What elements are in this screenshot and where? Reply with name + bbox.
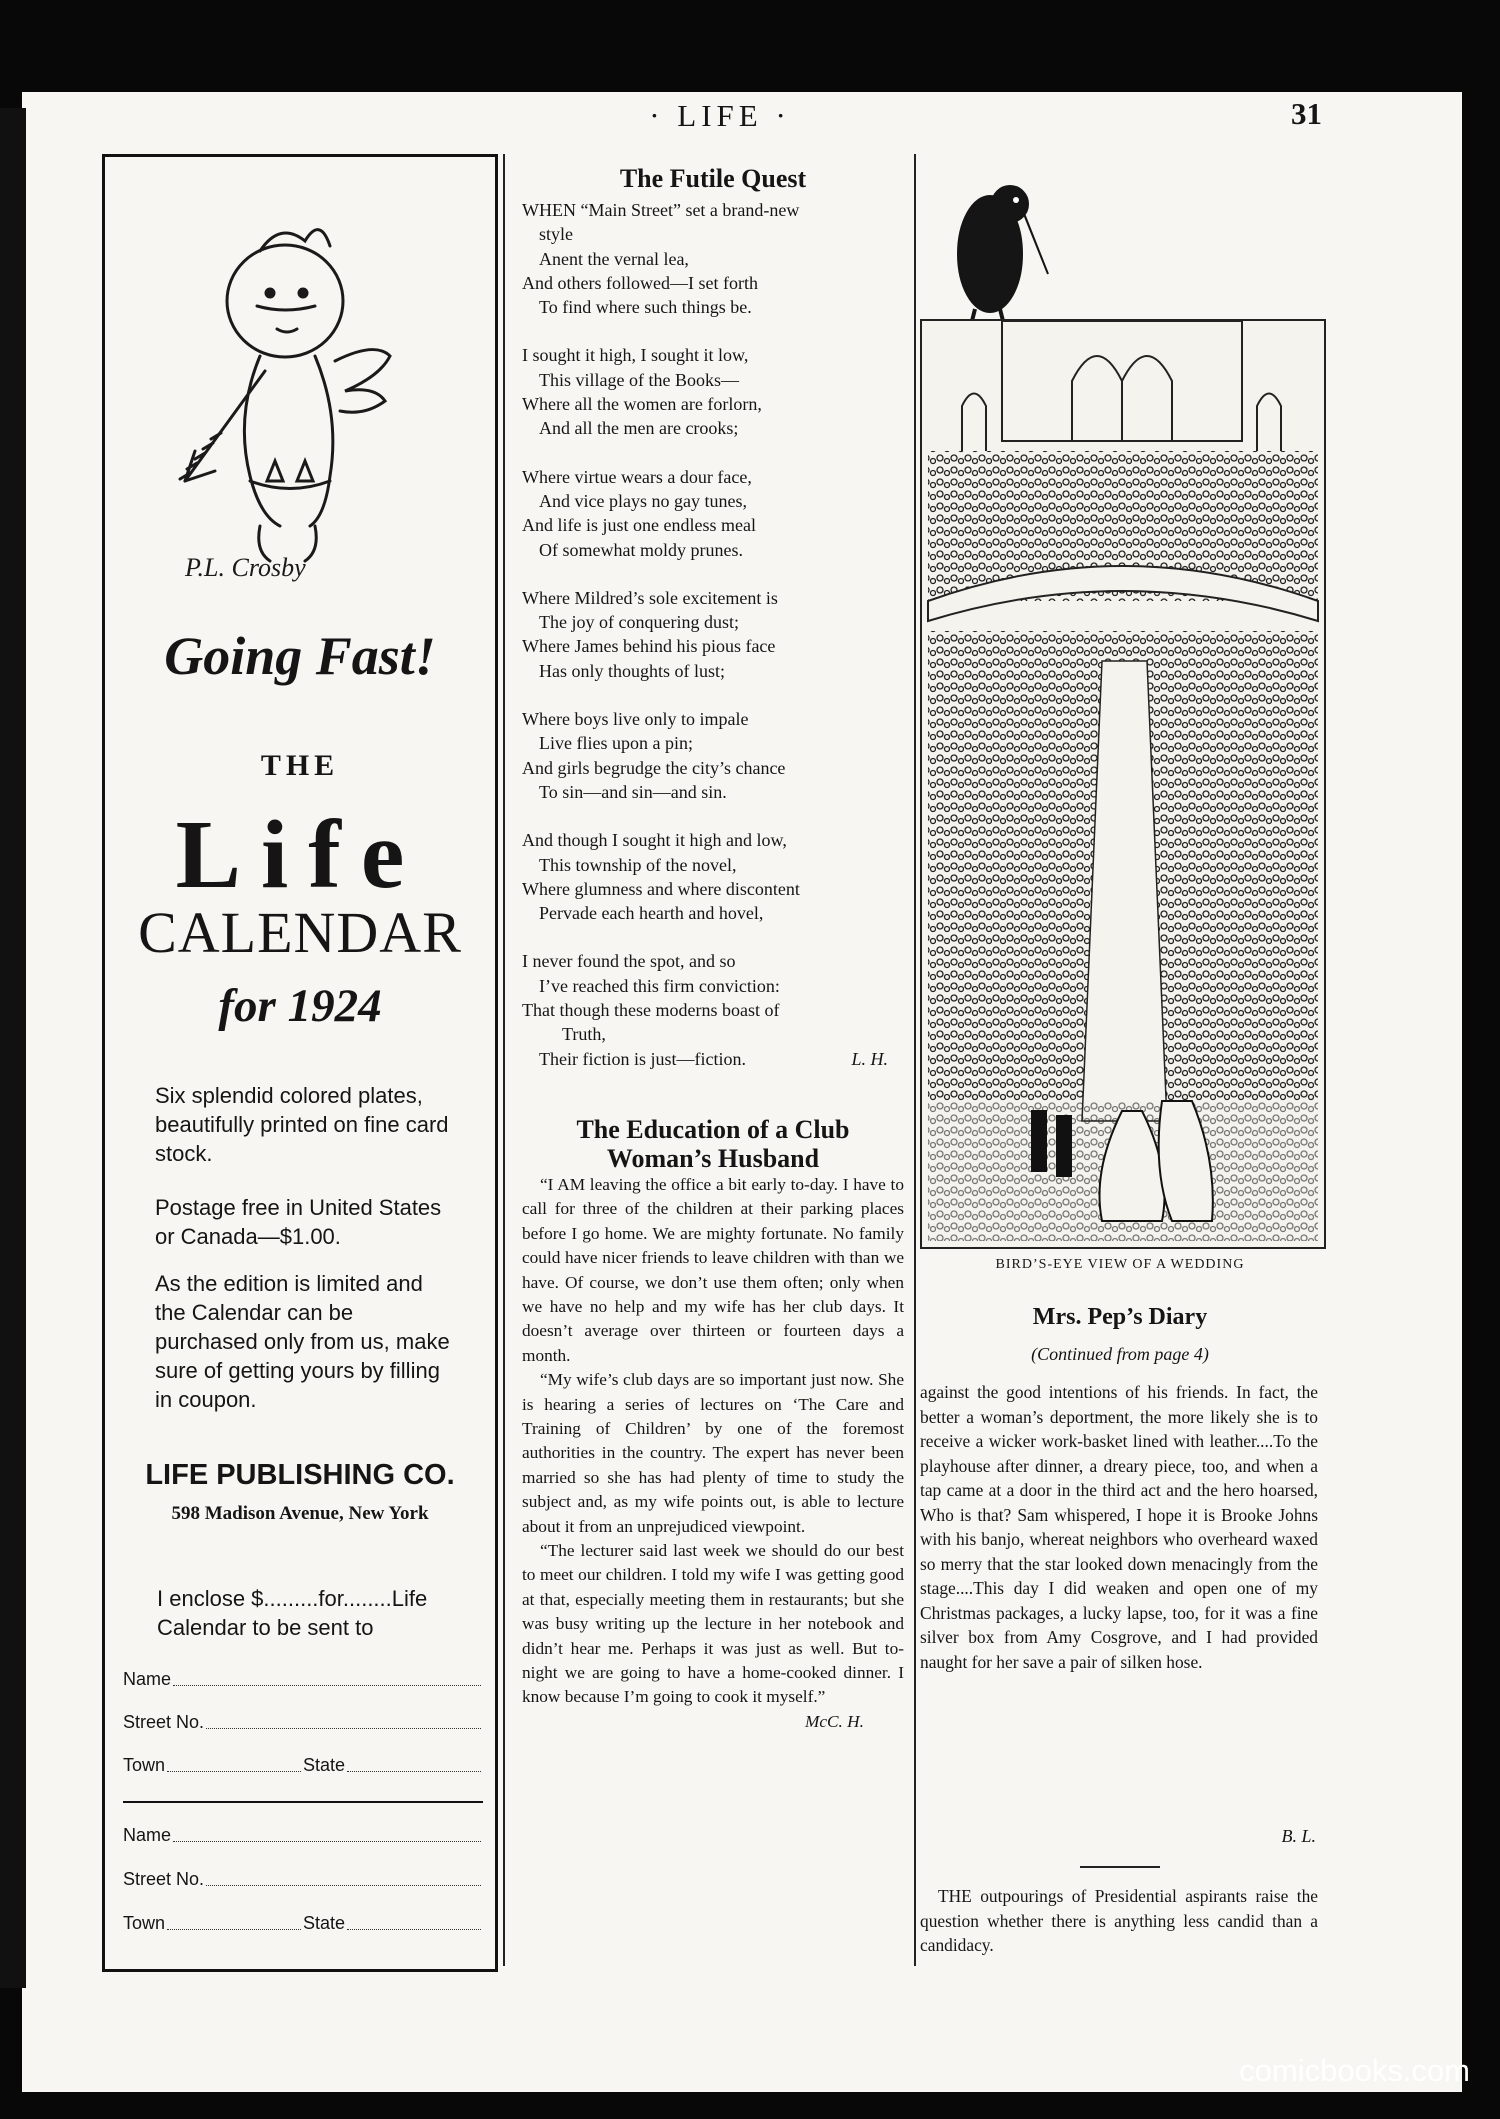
cupid-illustration (165, 211, 395, 591)
divider (1080, 1866, 1160, 1868)
diary-continued-note: (Continued from page 4) (1031, 1344, 1209, 1364)
field-label: Name (123, 1669, 172, 1689)
poem-line: This township of the novel, (539, 854, 737, 875)
ad-headline: Going Fast! (164, 626, 436, 686)
poem-line: Truth, (562, 1024, 606, 1045)
coupon-town-state-field[interactable] (123, 1755, 483, 1776)
poem-line: And others followed—I set forth (522, 272, 758, 293)
poem-line: Where James behind his pious face (522, 636, 776, 657)
ad-calendar: CALENDAR (138, 900, 462, 965)
poem-signature: L. H. (851, 1048, 888, 1069)
poem (522, 198, 904, 1071)
middle-column (522, 164, 904, 1734)
poem-line: style (539, 224, 573, 245)
poem-line: Live flies upon a pin; (539, 733, 693, 754)
article-title-line: Woman’s Husband (606, 1143, 820, 1173)
stanza (522, 828, 904, 925)
stanza (522, 198, 904, 319)
poem-line: Where virtue wears a dour face, (522, 466, 752, 487)
poem-line: Where all the women are forlorn, (522, 394, 762, 415)
ad-year: for 1924 (218, 980, 382, 1032)
poem-line: And life is just one endless meal (522, 515, 756, 536)
poem-line: That though these moderns boast of (522, 1000, 780, 1021)
ad-paragraph-postage: Postage free in United States or Canada—$1.00. (155, 1195, 442, 1249)
poem-line: Where Mildred’s sole excitement is (522, 587, 778, 608)
coupon-text: I enclose $.........for........Life Calendar to be sent to (157, 1586, 428, 1640)
diary-title: Mrs. Pep’s Diary (1032, 1304, 1208, 1330)
field-label: Street No. (123, 1869, 205, 1889)
article-title (522, 1115, 904, 1173)
poem-line: WHEN “Main Street” set a brand-new (522, 200, 800, 220)
field-label: State (303, 1755, 346, 1775)
article-paragraph: “I AM leaving the office a bit early to-day. I have to call for three of the children at their parking places before I go home. We are mighty fortunate. No family could have nicer friends to leave children with than we have. Of course, we don’t use them often; only when we have no help and my wife has her club days. It doesn’t average over thirteen or fourteen days a month. (522, 1174, 904, 1365)
publisher-address: 598 Madison Avenue, New York (171, 1503, 429, 1524)
stanza (522, 465, 904, 562)
stanza (522, 949, 904, 1070)
diary-signature: B. L. (1281, 1826, 1316, 1846)
stanza (522, 707, 904, 804)
field-label: Name (123, 1825, 172, 1845)
poem-title: The Futile Quest (619, 164, 807, 193)
article-title-line: The Education of a Club (576, 1114, 850, 1144)
poem-line: Where glumness and where discontent (522, 878, 800, 899)
publisher-name: LIFE PUBLISHING CO. (145, 1459, 455, 1491)
field-label: Town (123, 1755, 166, 1775)
stanza (522, 343, 904, 440)
poem-line: To find where such things be. (539, 297, 752, 318)
poem-line: Where boys live only to impale (522, 709, 749, 730)
coupon-street-field[interactable] (123, 1712, 483, 1733)
ad-life-logo: Life (175, 801, 425, 909)
field-label: Street No. (123, 1712, 205, 1732)
ad-paragraph-plates: Six splendid colored plates, beautifully printed on fine card stock. (155, 1083, 449, 1166)
field-label: State (303, 1913, 346, 1933)
ad-paragraph-limited: As the edition is limited and the Calendar can be purchased only from us, make sure of getting yours by filling in coupon. (155, 1271, 450, 1412)
coupon-name-field-2[interactable] (123, 1825, 483, 1846)
poem-line: Pervade each hearth and hovel, (539, 903, 764, 924)
poem-line: And girls begrudge the city’s chance (522, 757, 786, 778)
article-body (522, 1173, 904, 1734)
coupon-street-field-2[interactable] (123, 1869, 483, 1890)
poem-line: Their fiction is just—fiction. (539, 1048, 746, 1069)
page-gutter (0, 108, 26, 1988)
poem-line: The joy of conquering dust; (539, 612, 739, 633)
site-watermark: comicbooks.com (1239, 2053, 1470, 2088)
presidential-quip: THE outpourings of Presidential aspirants raise the question whether there is anything less candid than a candidacy. (920, 1886, 1318, 1955)
cartoon-caption: BIRD’S-EYE VIEW OF A WEDDING (995, 1257, 1245, 1272)
artist-signature: P.L. Crosby (185, 553, 306, 582)
coupon-name-field[interactable] (123, 1669, 483, 1690)
poem-line: To sin—and sin—and sin. (539, 781, 727, 802)
poem-line: I never found the spot, and so (522, 951, 736, 972)
field-label: Town (123, 1913, 166, 1933)
stanza (522, 586, 904, 683)
column-rule (914, 154, 916, 1966)
poem-line: And though I sought it high and low, (522, 830, 787, 851)
calendar-advertisement (102, 154, 498, 1972)
wedding-cartoon (920, 319, 1326, 1249)
article-signature: McC. H. (804, 1711, 864, 1731)
poem-line: This village of the Books— (539, 369, 739, 390)
column-rule (503, 154, 505, 1966)
article-paragraph: “The lecturer said last week we should do our best to meet our children. I told my wife I was getting good at that, especially meeting them in restaurants; but she was busy writing up the lecture in her notebook and didn’t hear me. Perhaps it was just as well. But to-night we are going to have a home-cooked dinner. I know because I’m going to cook it myself.” (522, 1541, 904, 1707)
coupon-divider (123, 1801, 483, 1803)
poem-line: I’ve reached this firm conviction: (539, 975, 780, 996)
crow-illustration (920, 164, 1070, 344)
page-number: 31 (1291, 96, 1322, 131)
diary-body: against the good intentions of his friends. In fact, the better a woman’s deportment, the more likely she is to receive a wicker work-basket lined with leather....To the playhouse after dinner, a dreary piece, too, and when a tap came at a door in the third act and the hero hoarsed, Who is that? Sam whispered, I hope it is Brooke Johns with his banjo, whereat neighbors who overheard waxed so merry that the star looked down menacingly from the stage....This day I did weaken and open one of my Christmas packages, a lucky lapse, too, for it was a fine silver box from Amy Cosgrove, and I had provided naught for her save a pair of silken hose. (920, 1382, 1318, 1672)
poem-line: Of somewhat moldy prunes. (539, 539, 743, 560)
poem-line: I sought it high, I sought it low, (522, 345, 749, 366)
poem-line: And all the men are crooks; (539, 418, 739, 439)
article-paragraph: “My wife’s club days are so important just now. She is hearing a series of lectures on ‘The Care and Training of Children’ by one of the foremost authorities in the country. The expert has never been married so she has had plenty of time to study the subject and, as my wife points out, is able to lecture about it from an unprejudiced viewpoint. (522, 1370, 904, 1536)
poem-line: Has only thoughts of lust; (539, 660, 726, 681)
running-title: · LIFE · (649, 98, 791, 133)
poem-line: Anent the vernal lea, (539, 248, 689, 269)
ad-the: THE (260, 749, 340, 782)
coupon-town-state-field-2[interactable] (123, 1913, 483, 1934)
poem-line: And vice plays no gay tunes, (539, 490, 747, 511)
